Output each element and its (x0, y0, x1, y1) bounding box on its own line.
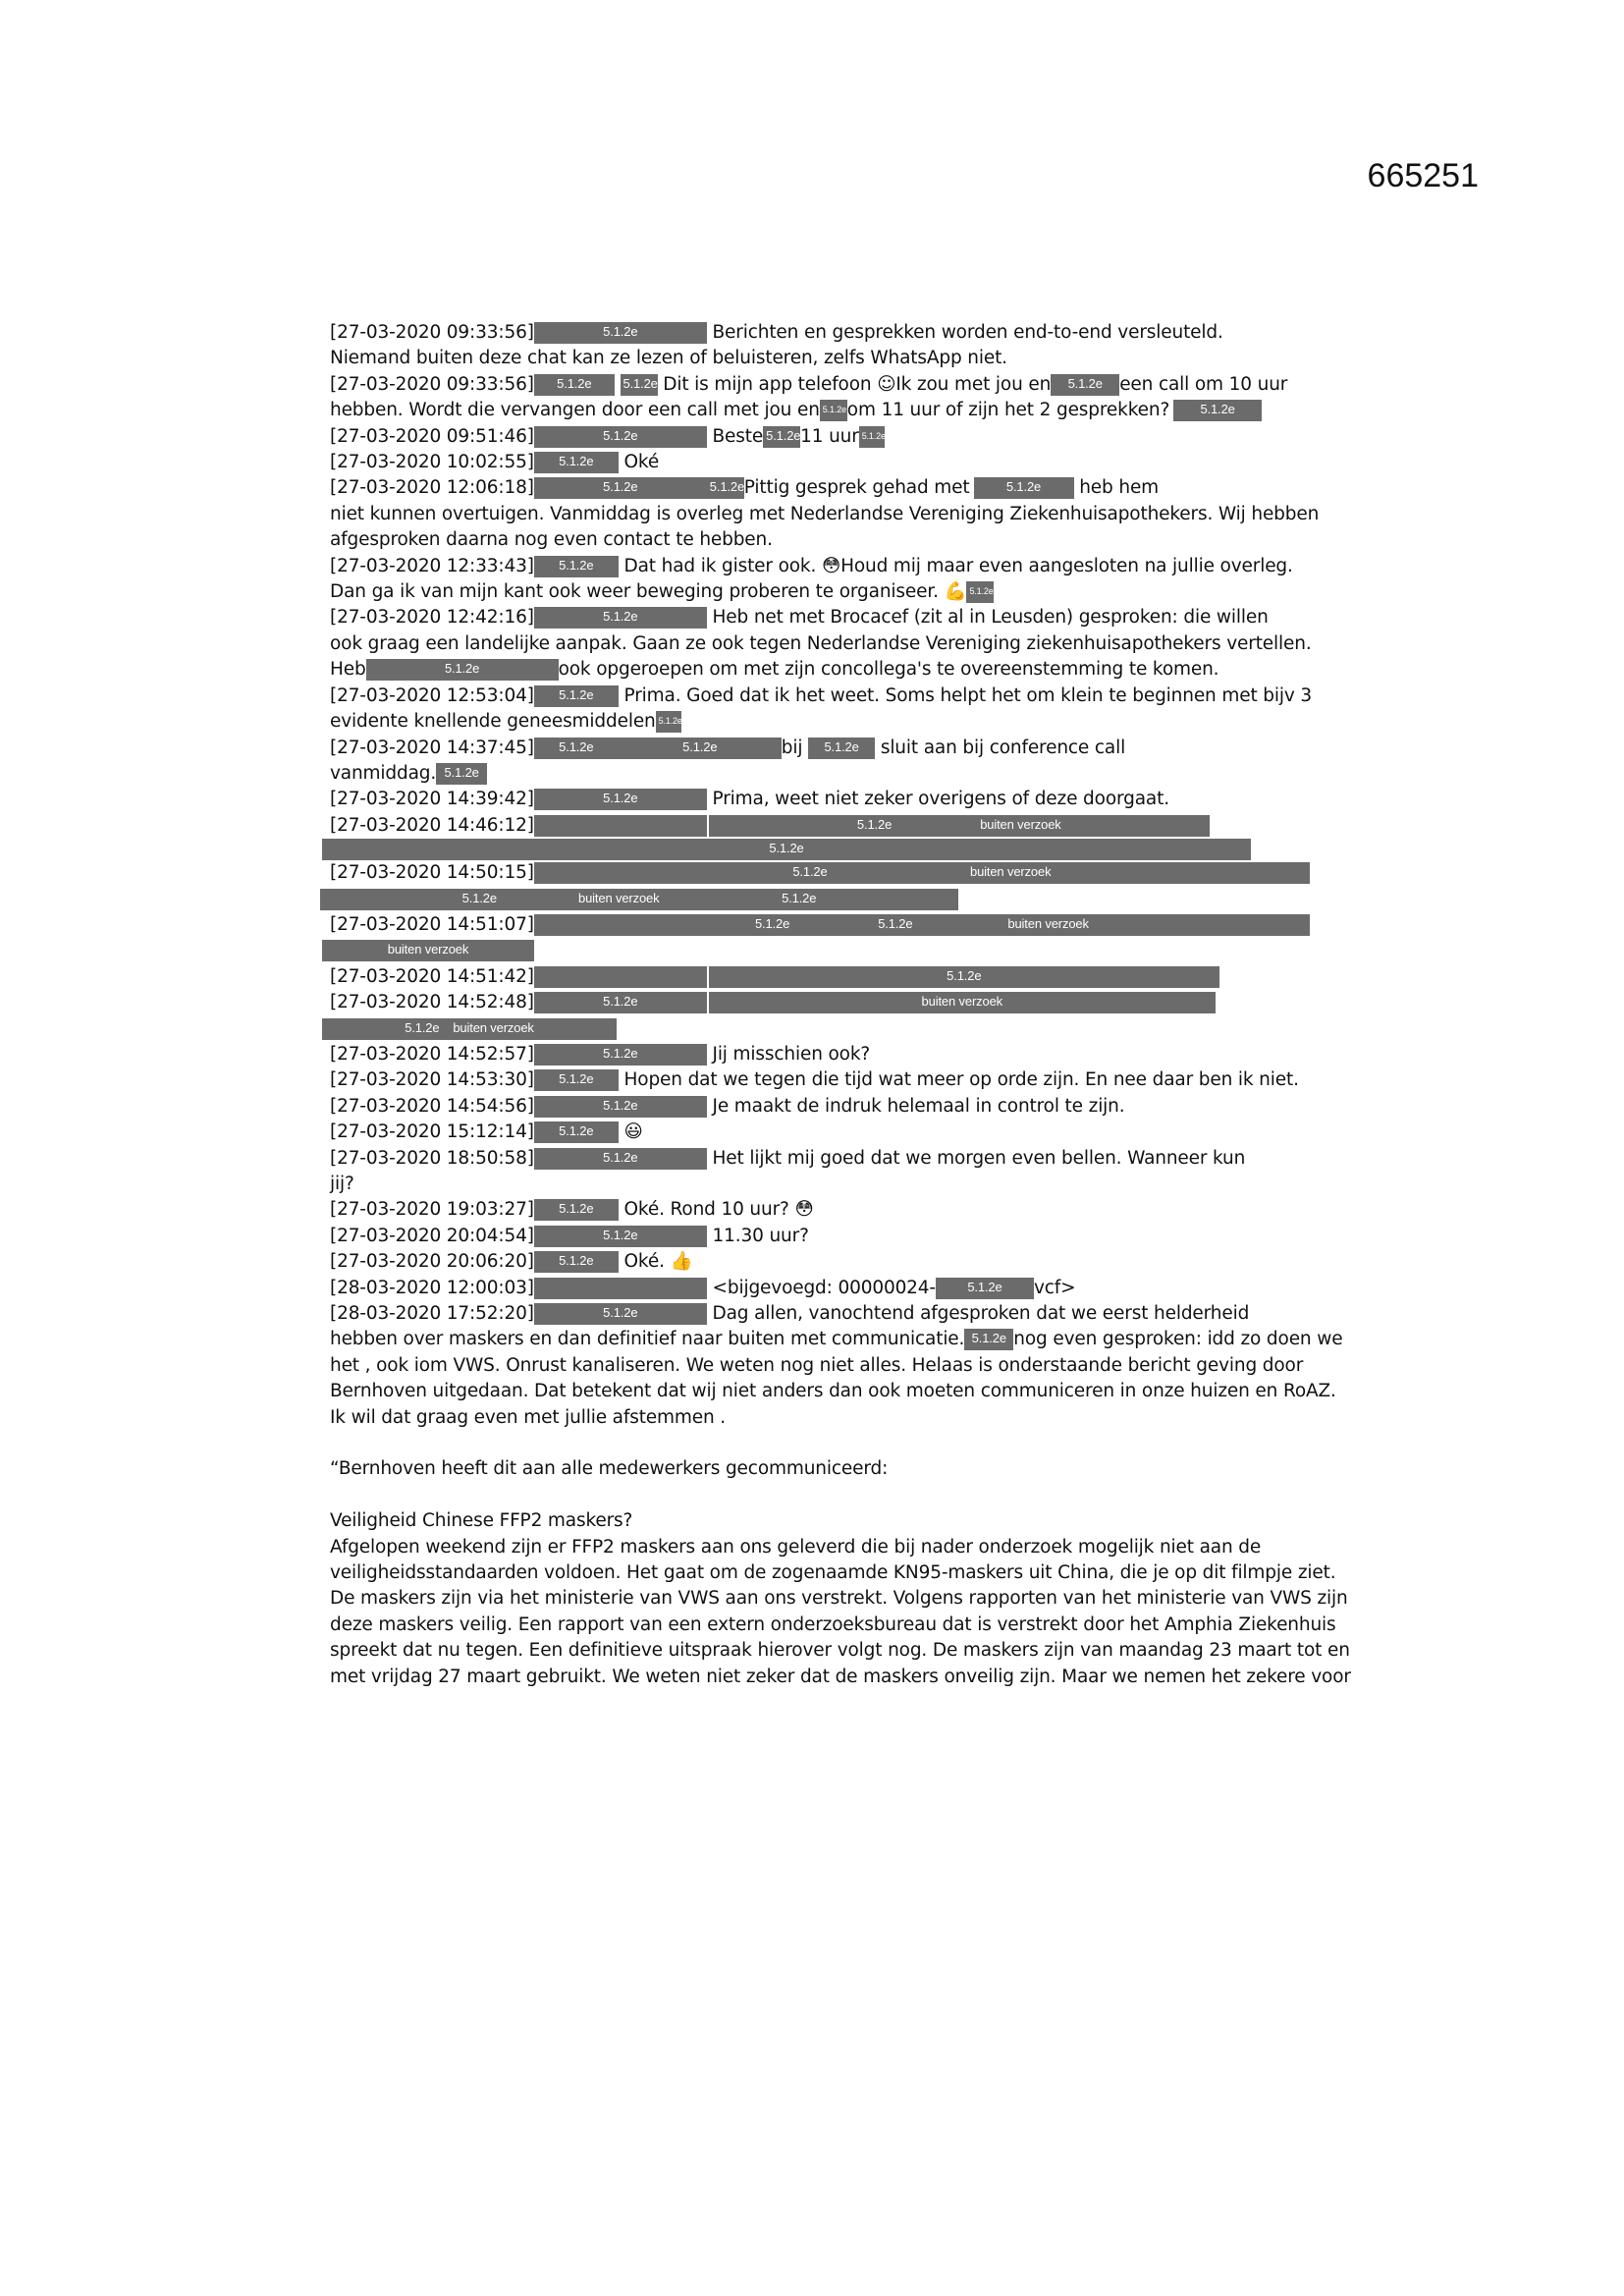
message-line: [27-03-2020 14:53:30] 5.1.2e Hopen dat we tegen die tijd wat meer op orde zijn. En nee daar ben ik niet. (330, 1069, 1299, 1091)
message-line (330, 938, 1312, 963)
message-line: Niemand buiten deze chat kan ze lezen of beluisteren, zelfs WhatsApp niet. (330, 348, 1007, 369)
redaction: 5.1.2e 5.1.2e buiten verzoek (534, 914, 1310, 936)
redaction: 5.1.2e (709, 966, 1219, 988)
redaction: 5.1.2e (534, 1226, 707, 1247)
redaction: 5.1.2e (534, 738, 619, 759)
message-line: Dan ga ik van mijn kant ook weer beweging proberen te organiseer. 💪 5.1.2e (330, 581, 994, 603)
redaction: 5.1.2e (808, 738, 875, 759)
redaction: 5.1.2e (621, 374, 658, 396)
redaction: 5.1.2e (366, 659, 559, 681)
redaction: 5.1.2e (534, 426, 707, 448)
redaction: 5.1.2e (534, 1121, 619, 1143)
message-line: [27-03-2020 12:53:04] 5.1.2e Prima. Goed dat ik het weet. Soms helpt het om klein te beginnen met bijv 3 (330, 684, 1313, 706)
redaction: 5.1.2e (534, 556, 619, 577)
quoted-line: veiligheidsstandaarden voldoen. Het gaat om de zogenaamde KN95-maskers uit China, die je op dit filmpje ziet. (330, 1562, 1336, 1584)
redaction: 5.1.2e (534, 477, 707, 499)
message-line: ook graag een landelijke aanpak. Gaan ze ook tegen Nederlandse Vereniging ziekenhuisapothekers vertellen. (330, 632, 1312, 654)
redaction (534, 1278, 707, 1299)
redaction (534, 966, 707, 988)
redaction: 5.1.2e (534, 452, 619, 473)
redaction: 5.1.2e (322, 839, 1251, 860)
redaction: 5.1.2e buiten verzoek (709, 815, 1210, 837)
message-line: [27-03-2020 14:51:42] 5.1.2e (330, 964, 1312, 990)
redaction: 5.1.2e (436, 763, 487, 785)
redaction: 5.1.2e (534, 789, 707, 810)
message-line: [27-03-2020 14:37:45] 5.1.2e 5.1.2e bij 5.1.2e sluit aan bij conference call (330, 737, 1126, 758)
redaction: 5.1.2e (820, 400, 847, 421)
message-line: hebben over maskers en dan definitief naar buiten met communicatie. 5.1.2e nog even gesproken: idd zo doen we (330, 1329, 1343, 1350)
quoted-line: deze maskers veilig. Een rapport van een extern onderzoeksbureau dat is verstrekt door het Amphia Ziekenhuis (330, 1613, 1336, 1635)
redaction: 5.1.2e buiten verzoek 5.1.2e (320, 889, 958, 910)
message-line: [27-03-2020 20:04:54] 5.1.2e 11.30 uur? (330, 1225, 809, 1246)
message-line: [27-03-2020 10:02:55] 5.1.2e Oké (330, 452, 660, 473)
redaction: 5.1.2e (1051, 374, 1119, 396)
redaction: 5.1.2e buiten verzoek (322, 1018, 617, 1040)
redaction: 5.1.2e (656, 711, 681, 733)
message-line: [27-03-2020 09:33:56] 5.1.2e 5.1.2e Dit is mijn app telefoon ☺Ik zou met jou en 5.1.2e een call om 10 uur (330, 373, 1288, 395)
redaction: 5.1.2e (707, 477, 744, 499)
message-line: [28-03-2020 12:00:03] <bijgevoegd: 00000024- 5.1.2e vcf> (330, 1277, 1076, 1298)
redaction: 5.1.2e (763, 426, 800, 448)
message-line: [27-03-2020 14:52:48] 5.1.2e buiten verzoek (330, 990, 1312, 1015)
redaction: buiten verzoek (322, 940, 534, 961)
chat-transcript (330, 320, 1351, 1690)
message-line: hebben. Wordt die vervangen door een call met jou en 5.1.2eom 11 uur of zijn het 2 gesprekken? 5.1.2e (330, 398, 1312, 423)
quoted-heading: Veiligheid Chinese FFP2 maskers? (330, 1510, 633, 1532)
redaction: 5.1.2e (964, 1329, 1013, 1350)
redaction: 5.1.2e (534, 685, 619, 707)
redaction: 5.1.2e (534, 1251, 619, 1273)
redaction: buiten verzoek (709, 992, 1216, 1013)
message-line: [27-03-2020 14:50:15] 5.1.2e buiten verzoek (330, 860, 1312, 886)
message-line: niet kunnen overtuigen. Vanmiddag is overleg met Nederlandse Vereniging Ziekenhuisapothekers. Wij hebben (330, 503, 1320, 524)
quoted-line: met vrijdag 27 maart gebruikt. We weten niet zeker dat de maskers onveilig zijn. Maar we nemen het zekere voor (330, 1666, 1351, 1687)
message-line: Ik wil dat graag even met jullie afstemmen . (330, 1406, 727, 1428)
redaction: 5.1.2e (534, 1199, 619, 1221)
redaction: 5.1.2e (859, 426, 885, 448)
message-line: [27-03-2020 12:42:16] 5.1.2e Heb net met Brocacef (zit al in Leusden) gesproken: die willen (330, 607, 1269, 629)
message-line: jij? (330, 1174, 354, 1194)
message-line (330, 1016, 1312, 1042)
message-line: [27-03-2020 14:52:57] 5.1.2e Jij misschien ook? (330, 1043, 871, 1065)
message-line: Bernhoven uitgedaan. Dat betekent dat wij niet anders dan ook moeten communiceren in onze huizen en RoAZ. (330, 1381, 1336, 1402)
redaction: 5.1.2e (534, 992, 707, 1013)
quoted-line: spreekt dat nu tegen. Een definitieve uitspraak hierover volgt nog. De maskers zijn van maandag 23 maart tot en (330, 1640, 1350, 1662)
message-line: [27-03-2020 14:39:42] 5.1.2e Prima, weet niet zeker overigens of deze doorgaat. (330, 789, 1169, 810)
message-line: Heb 5.1.2e ook opgeroepen om met zijn concollega's te overeenstemming te komen. (330, 659, 1219, 681)
message-line: [27-03-2020 14:46:12] 5.1.2e buiten verzoek (330, 813, 1312, 839)
quoted-line: De maskers zijn via het ministerie van VWS aan ons verstrekt. Volgens rapporten van het ministerie van VWS zijn (330, 1588, 1348, 1610)
redaction: 5.1.2e (534, 1069, 619, 1091)
smiley-icon: 😃 (623, 1121, 643, 1143)
redaction: 5.1.2e (619, 738, 782, 759)
message-line: [28-03-2020 17:52:20] 5.1.2e Dag allen, vanochtend afgesproken dat we eerst helderheid (330, 1303, 1250, 1325)
message-line: “Bernhoven heeft dit aan alle medewerkers gecommuniceerd: (330, 1458, 889, 1480)
redaction: 5.1.2e (534, 1148, 707, 1170)
message-line: evidente knellende geneesmiddelen 5.1.2e (330, 711, 682, 733)
message-line (330, 887, 1312, 912)
message-line: [27-03-2020 20:06:20] 5.1.2e Oké. 👍 (330, 1251, 693, 1273)
redaction: 5.1.2e (534, 1044, 707, 1066)
message-line: [27-03-2020 09:33:56] 5.1.2e Berichten en gesprekken worden end-to-end versleuteld. (330, 322, 1223, 343)
message-line: [27-03-2020 09:51:46] 5.1.2e Beste 5.1.2e11 uur 5.1.2e (330, 425, 886, 447)
message-line: [27-03-2020 14:54:56] 5.1.2e Je maakt de indruk helemaal in control te zijn. (330, 1095, 1125, 1117)
message-line: [27-03-2020 18:50:58] 5.1.2e Het lijkt mij goed dat we morgen even bellen. Wanneer kun (330, 1147, 1246, 1169)
message-line: vanmiddag. 5.1.2e (330, 761, 1312, 787)
document-number: 665251 (1367, 157, 1479, 194)
redaction: 5.1.2e (534, 374, 615, 396)
message-line: afgesproken daarna nog even contact te hebben. (330, 529, 773, 551)
message-line: het , ook iom VWS. Onrust kanaliseren. We weten nog niet alles. Helaas is onderstaande bericht geving door (330, 1354, 1304, 1376)
message-line (330, 839, 1312, 860)
message-line: [27-03-2020 15:12:14] 5.1.2e 😃 (330, 1121, 643, 1143)
redaction: 5.1.2e (936, 1278, 1034, 1299)
message-line: [27-03-2020 14:51:07] 5.1.2e 5.1.2e buiten verzoek (330, 912, 1312, 938)
redaction: 5.1.2e (534, 322, 707, 344)
message-line: [27-03-2020 19:03:27] 5.1.2e Oké. Rond 10 uur? 😳 (330, 1199, 814, 1221)
redaction (534, 815, 707, 837)
redaction: 5.1.2e (534, 607, 707, 629)
redaction: 5.1.2e buiten verzoek (534, 862, 1310, 884)
quoted-line: Afgelopen weekend zijn er FFP2 maskers aan ons geleverd die bij nader onderzoek mogelijk niet aan de (330, 1536, 1262, 1558)
redaction: 5.1.2e (1173, 400, 1262, 421)
message-line: [27-03-2020 12:33:43] 5.1.2e Dat had ik gister ook. 😳Houd mij maar even aangesloten na jullie overleg. (330, 555, 1293, 576)
message-line: [27-03-2020 12:06:18] 5.1.2e 5.1.2ePittig gesprek gehad met 5.1.2e heb hem (330, 477, 1160, 499)
redaction: 5.1.2e (534, 1096, 707, 1118)
redaction: 5.1.2e (974, 477, 1074, 499)
redaction: 5.1.2e (534, 1303, 707, 1325)
redaction: 5.1.2e (966, 581, 994, 603)
